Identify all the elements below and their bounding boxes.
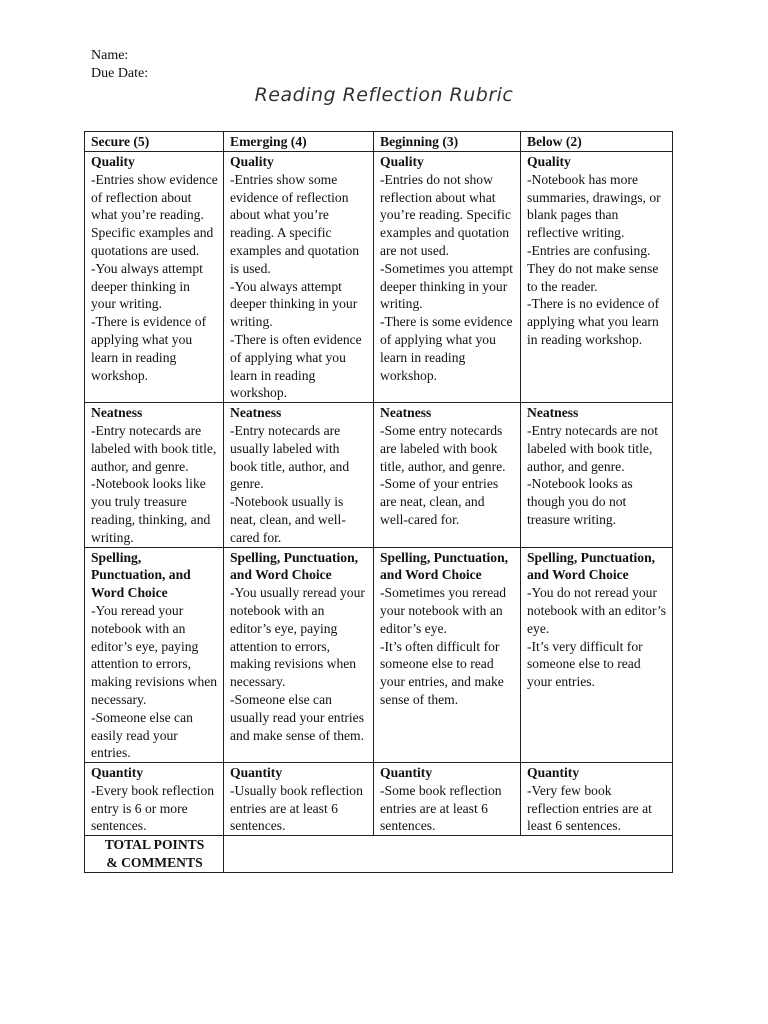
total-points-line: TOTAL POINTS (104, 837, 205, 853)
criterion-label: Quality (91, 154, 135, 169)
criterion-description: -Notebook looks like you truly treasure reading, thinking, and writing. (91, 476, 211, 545)
criterion-label: Quality (230, 154, 274, 169)
criterion-description: -Very few book reflection entries are at least 6 sentences. (527, 782, 652, 834)
criterion-description: -Entries show some evidence of reflection about what you’re reading. A specific examples and quotation is used. (230, 171, 360, 276)
rubric-cell-spelling-below (521, 547, 673, 763)
criterion-description: -Entries are confusing. They do not make sense to the reader. (527, 242, 659, 294)
criterion-description: -There is evidence of applying what you learn in reading workshop. (91, 314, 207, 383)
criterion-description: -Some book reflection entries are at least 6 sentences. (380, 782, 502, 834)
rubric-body (85, 152, 673, 873)
due-date-label: Due Date: (91, 66, 149, 81)
rubric-row-quantity (85, 763, 673, 836)
rubric-cell-quantity-emerging (224, 763, 374, 836)
criterion-description: -Notebook looks as though you do not treasure writing. (527, 476, 633, 527)
column-header-below: Below (2) (521, 132, 673, 152)
criterion-description: -Sometimes you attempt deeper thinking in your writing. (380, 260, 513, 312)
criterion-description: -It’s often difficult for someone else to read your entries, and make sense of them. (380, 638, 504, 707)
criterion-label: Quantity (380, 765, 433, 781)
rubric-cell-quality-beginning (374, 152, 521, 403)
rubric-cell-neatness-emerging (224, 403, 374, 547)
criterion-label: Quality (527, 154, 571, 169)
column-header-beginning: Beginning (3) (374, 132, 521, 152)
rubric-cell-spelling-beginning (374, 547, 521, 763)
rubric-cell-spelling-emerging (224, 547, 374, 763)
criterion-description: -Usually book reflection entries are at least 6 sentences. (230, 782, 363, 834)
rubric-row-spelling (85, 547, 673, 763)
total-points-label (85, 836, 224, 873)
comments-line: & COMMENTS (106, 855, 203, 871)
criterion-description: -Someone else can easily read your entries. (91, 709, 193, 761)
criterion-description: -Entry notecards are not labeled with book title, author, and genre. (527, 422, 658, 474)
rubric-cell-quality-secure (85, 152, 224, 403)
criterion-label: Spelling, Punctuation, and Word Choice (527, 549, 656, 583)
rubric-row-quality (85, 152, 673, 403)
rubric-cell-quantity-secure (85, 763, 224, 836)
criterion-description: -Notebook usually is neat, clean, and well-cared for. (230, 494, 346, 545)
criterion-description: -There is no evidence of applying what you learn in reading workshop. (527, 296, 660, 347)
criterion-description: -Every book reflection entry is 6 or more sentences. (91, 782, 215, 834)
rubric-row-neatness (85, 403, 673, 547)
column-header-emerging: Emerging (4) (224, 132, 374, 152)
criterion-label: Spelling, Punctuation, and Word Choice (380, 549, 509, 583)
column-header-secure: Secure (5) (85, 132, 224, 152)
total-comments-cell (224, 836, 673, 873)
rubric-cell-quantity-below (521, 763, 673, 836)
criterion-description: -You always attempt deeper thinking in your writing. (91, 260, 203, 312)
criterion-description: -You always attempt deeper thinking in your writing. (230, 278, 358, 330)
name-label: Name: (91, 48, 129, 63)
criterion-description: -You usually reread your notebook with an editor’s eye, paying attention to errors, making revisions when necessary. (230, 585, 365, 690)
rubric-cell-spelling-secure (85, 547, 224, 763)
criterion-label: Neatness (380, 405, 432, 421)
criterion-description: -Some entry notecards are labeled with book title, author, and genre. (380, 422, 506, 474)
rubric-cell-quantity-beginning (374, 763, 521, 836)
rubric-cell-neatness-secure (85, 403, 224, 547)
criterion-description: -There is some evidence of applying what you learn in reading workshop. (380, 314, 513, 383)
page-title: Reading Reflection Rubric (254, 84, 514, 106)
criterion-description: -Someone else can usually read your entries and make sense of them. (230, 691, 365, 743)
criterion-description: -Some of your entries are neat, clean, and well-cared for. (380, 476, 499, 527)
criterion-description: -Notebook has more summaries, drawings, or blank pages than reflective writing. (527, 171, 661, 241)
criterion-description: -Entry notecards are usually labeled with book title, author, and genre. (230, 422, 350, 492)
criterion-label: Spelling, Punctuation, and Word Choice (230, 549, 359, 583)
criterion-description: -You reread your notebook with an editor’s eye, paying attention to errors, making revisions when necessary. (91, 602, 218, 707)
criterion-description: -Entry notecards are labeled with book title, author, and genre. (91, 422, 217, 474)
criterion-label: Neatness (230, 405, 282, 421)
criterion-label: Neatness (527, 405, 579, 421)
rubric-header-row (85, 132, 673, 152)
criterion-label: Quantity (230, 765, 283, 781)
rubric-cell-quality-below (521, 152, 673, 403)
criterion-label: Quantity (527, 765, 580, 781)
criterion-label: Spelling, Punctuation, and Word Choice (91, 549, 191, 601)
criterion-description: -You do not reread your notebook with an editor’s eye. (527, 585, 667, 636)
rubric-cell-neatness-beginning (374, 403, 521, 547)
criterion-description: -Sometimes you reread your notebook with an editor’s eye. (380, 585, 507, 636)
criterion-description: -Entries show evidence of reflection about what you’re reading. Specific examples and quotations are used. (91, 171, 218, 258)
criterion-description: -There is often evidence of applying what you learn in reading workshop. (230, 331, 362, 401)
total-row (85, 836, 673, 873)
rubric-cell-quality-emerging (224, 152, 374, 403)
rubric-table (84, 131, 673, 873)
criterion-label: Quality (380, 154, 424, 169)
criterion-label: Quantity (91, 765, 144, 781)
criterion-label: Neatness (91, 405, 143, 421)
criterion-description: -It’s very difficult for someone else to read your entries. (527, 638, 643, 690)
criterion-description: -Entries do not show reflection about what you’re reading. Specific examples and quotation are not used. (380, 171, 511, 258)
rubric-cell-neatness-below (521, 403, 673, 547)
